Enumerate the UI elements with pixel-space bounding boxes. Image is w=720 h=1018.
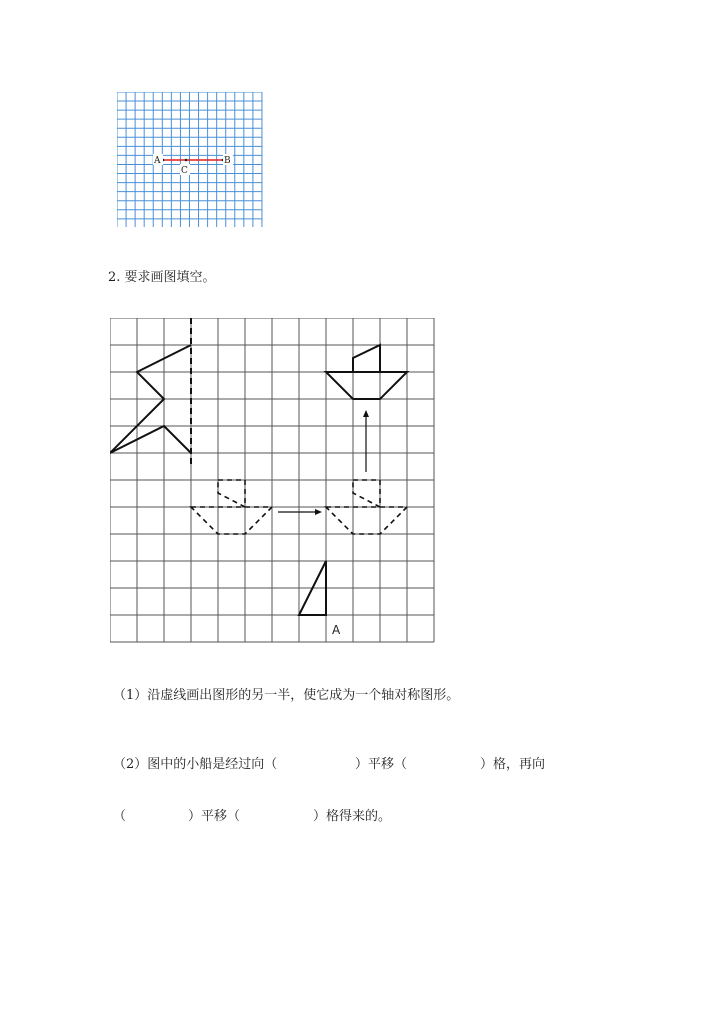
q2-part2-seg2: ）平移（ (355, 757, 408, 772)
q2-part2-seg5: ）平移（ (188, 809, 241, 824)
grid-ab-figure (117, 92, 265, 228)
triangle-a-label: A (332, 623, 341, 637)
q2-part2-seg1: （2）图中的小船是经过向（ (113, 757, 278, 772)
black-grid-lines (110, 318, 434, 642)
point-b-label: B (224, 156, 231, 166)
point-c-label: C (181, 166, 188, 176)
arrow-right-head (315, 509, 322, 515)
arrow-up-head (363, 410, 369, 417)
point-c-dot (185, 159, 188, 162)
question-2-part-1: （1）沿虚线画出图形的另一半，使它成为一个轴对称图形。 (113, 688, 460, 703)
question-2-title: 2. 要求画图填空。 (108, 270, 216, 285)
point-a-label: A (154, 156, 161, 166)
solid-boat (326, 345, 407, 399)
q2-part2-seg4: （ (113, 809, 127, 824)
symmetry-translation-figure (110, 318, 438, 646)
q2-part2-seg3: ）格，再向 (480, 757, 546, 772)
q2-part2-seg6: ）格得来的。 (313, 809, 392, 824)
